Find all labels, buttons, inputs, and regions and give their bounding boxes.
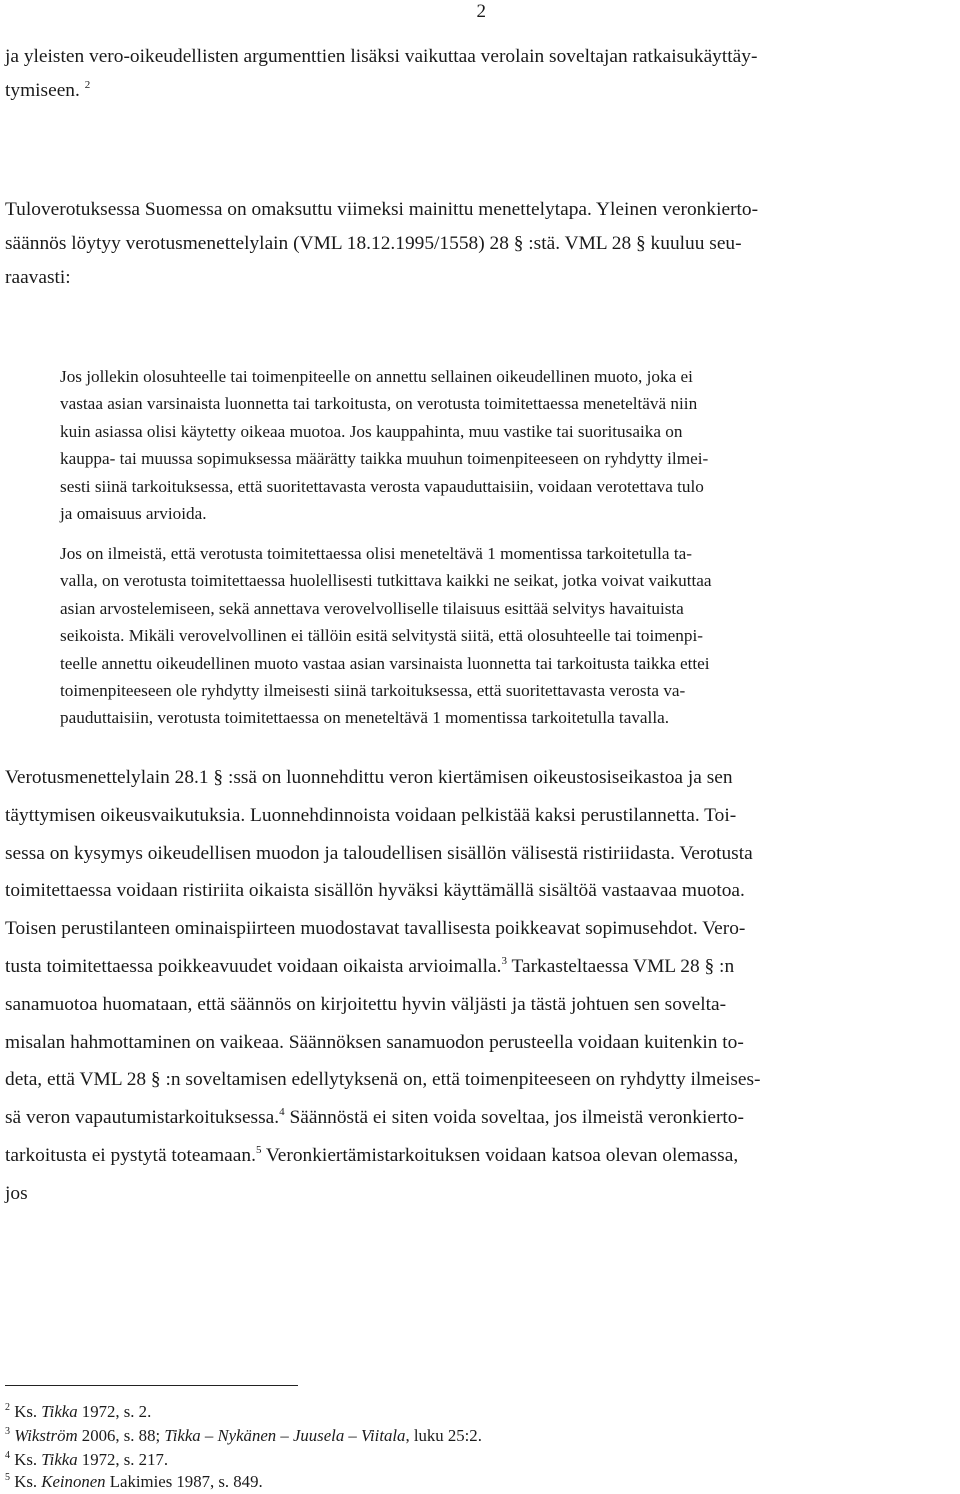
footnote: $^2$ Ks. Tikka 1972, s. 2.	[5, 1402, 152, 1421]
quote-line: valla, on verotusta toimitettaessa huolellisesti tutkittava kaikki ne seikat, jotka voivat vaikuttaa	[60, 571, 712, 591]
text-line: sanamuotoa huomataan, että säännös on kirjoitettu hyvin väljästi ja tästä johtuen sen sovelta-	[5, 993, 727, 1015]
page-number: 2	[476, 1, 486, 22]
quote-line: teelle annettu oikeudellinen muoto vastaa asian varsinaista luonnetta tai tarkoitusta taikka ettei	[60, 653, 710, 673]
paragraph-vml	[5, 193, 957, 295]
text-line: sä veron vapautumistarkoituksessa.$^4$ Säännöstä ei siten voida soveltaa, jos ilmeistä veronkierto-	[5, 1106, 744, 1129]
quote-line: asian arvostelemiseen, sekä annettava verovelvolliselle tilaisuus esittää selvitys havaituista	[60, 598, 684, 618]
text-line: Verotusmenettelylain 28.1 § :ssä on luonnehdittu veron kiertämisen oikeustosiseikastoa ja sen	[5, 767, 733, 788]
text-line: jos	[5, 1182, 28, 1204]
quote-line: seikoista. Mikäli verovelvollinen ei tällöin esitä selvitystä siitä, että olosuhteelle tai toimenpi-	[60, 626, 703, 646]
text-line: tusta toimitettaessa poikkeavuudet voidaan oikaista arvioimalla.$^3$ Tarkasteltaessa VML 28 § :n	[5, 954, 735, 977]
quote-line: vastaa asian varsinaista luonnetta tai tarkoitusta, on verotusta toimitettaessa meneteltävä niin	[60, 394, 698, 414]
text-line: täyttymisen oikeusvaikutuksia. Luonnehdinnoista voidaan pelkistää kaksi perustilannetta. Toi-	[5, 804, 737, 826]
quote-line: Jos on ilmeistä, että verotusta toimitettaessa olisi meneteltävä 1 momentissa tarkoitetulla ta-	[60, 544, 692, 563]
footnote: $^5$ Ks. Keinonen Lakimies 1987, s. 849.	[5, 1472, 263, 1491]
text-line: ja yleisten vero-oikeudellisten argumenttien lisäksi vaikuttaa verolain soveltajan ratkaisukäyttäy-	[5, 46, 758, 67]
quote-line: kuin asiassa olisi käytetty oikeaa muotoa. Jos kauppahinta, muu vastike tai suoritusaika on	[60, 421, 683, 441]
text-line: tymiseen. $^2$	[5, 79, 91, 101]
footnote-ref: 4	[279, 1106, 285, 1119]
statute-quote-1	[60, 363, 910, 527]
footnote-ref: 2	[84, 79, 91, 91]
quote-line: sesti siinä tarkoituksessa, että suoritettavasta verosta vapauduttaisiin, voidaan verotettava tulo	[60, 476, 704, 496]
text-line: tarkoitusta ei pystytä toteamaan.$^5$ Veronkiertämistarkoituksen voidaan katsoa olevan olemassa,	[5, 1143, 739, 1166]
statute-quote-2	[60, 540, 910, 732]
quote-line: Jos jollekin olosuhteelle tai toimenpiteelle on annettu sellainen oikeudellinen muoto, joka ei	[60, 367, 693, 386]
footnote: $^4$ Ks. Tikka 1972, s. 217.	[5, 1450, 169, 1469]
footnote-ref: 5	[255, 1143, 262, 1156]
text-line: raavasti:	[5, 267, 71, 288]
paragraph-intro	[5, 40, 957, 108]
footnote-separator	[5, 1385, 298, 1386]
quote-line: toimenpiteeseen ole ryhdytty ilmeisesti siinä tarkoituksessa, että suoritettavasta verosta va-	[60, 681, 686, 701]
text-line: Toisen perustilanteen ominaispiirteen muodostavat tavallisesta poikkeavat sopimusehdot. Vero-	[5, 918, 746, 940]
text-line: Tuloverotuksessa Suomessa on omaksuttu viimeksi mainittu menettelytapa. Yleinen veronkierto-	[5, 199, 759, 220]
footnote: $^3$ Wikström 2006, s. 88; Tikka – Nykänen – Juusela – Viitala, luku 25:2.	[5, 1426, 482, 1445]
quote-line: kauppa- tai muussa sopimuksessa määrätty taikka muuhun toimenpiteeseen on ryhdytty ilmei-	[60, 449, 709, 469]
text-line: toimitettaessa voidaan ristiriita oikaista sisällön hyväksi käyttämällä sisältöä vastaavaa muotoa.	[5, 880, 745, 902]
text-line: deta, että VML 28 § :n soveltamisen edellytyksenä on, että toimenpiteeseen on ryhdytty ilmeises-	[5, 1069, 761, 1091]
paragraph-analysis	[5, 759, 957, 1213]
quote-line: ja omaisuus arvioida.	[60, 504, 207, 524]
text-line: misalan hahmottaminen on vaikeaa. Säännöksen sanamuodon perusteella voidaan kuitenkin to-	[5, 1031, 744, 1053]
text-line: sessa on kysymys oikeudellisen muodon ja taloudellisen sisällön välisestä ristiriidasta. Verotusta	[5, 842, 753, 864]
text-line: säännös löytyy verotusmenettelylain (VML 18.12.1995/1558) 28 § :stä. VML 28 § kuuluu seu-	[5, 233, 742, 254]
footnote-ref: 3	[501, 954, 507, 967]
quote-line: pauduttaisiin, verotusta toimitettaessa on meneteltävä 1 momentissa tarkoitetulla tavalla.	[60, 708, 670, 728]
